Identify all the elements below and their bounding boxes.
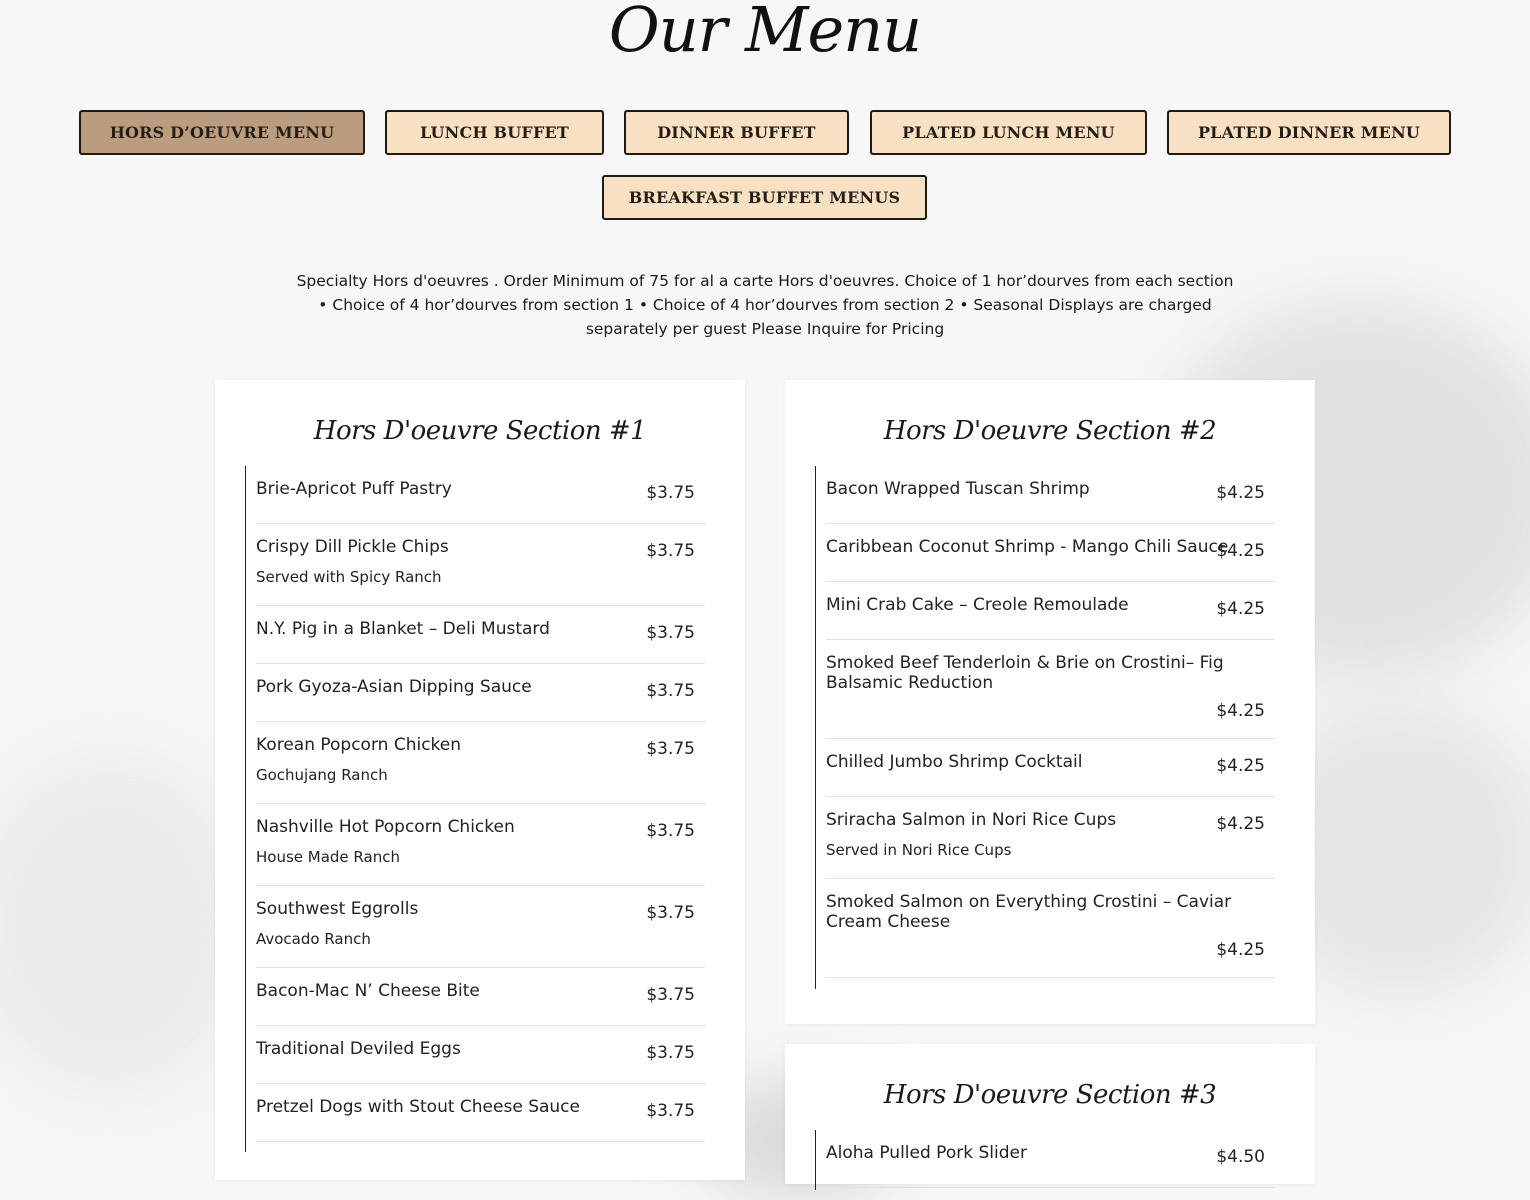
item-name: Sriracha Salmon in Nori Rice Cups: [826, 810, 1117, 830]
item-name: Pretzel Dogs with Stout Cheese Sauce: [256, 1097, 580, 1117]
menu-item: [256, 664, 705, 722]
item-price: $3.75: [646, 821, 695, 841]
item-name: Nashville Hot Popcorn Chicken: [256, 817, 515, 837]
menu-item: [826, 879, 1275, 978]
tab-dinner-buffet[interactable]: DINNER BUFFET: [624, 110, 849, 155]
menu-item: [826, 466, 1275, 524]
item-name: Aloha Pulled Pork Slider: [826, 1143, 1027, 1163]
item-name: Caribbean Coconut Shrimp - Mango Chili Sauce: [826, 537, 1229, 557]
menu-item: [256, 722, 705, 804]
item-name: Smoked Salmon on Everything Crostini – Caviar Cream Cheese: [826, 892, 1232, 932]
menu-item: [256, 606, 705, 664]
menu-item: [826, 640, 1275, 739]
item-price: $3.75: [646, 623, 695, 643]
item-price: $4.50: [1216, 1147, 1265, 1167]
item-name: N.Y. Pig in a Blanket – Deli Mustard: [256, 619, 550, 639]
tab-hors-doeuvre-menu[interactable]: HORS D’OEUVRE MENU: [79, 110, 365, 155]
item-price: $4.25: [1216, 541, 1265, 561]
item-price: $4.25: [1216, 940, 1265, 960]
intro-text: Specialty Hors d'oeuvres . Order Minimum of 75 for al a carte Hors d'oeuvres. Choice of 1 hor’dourves from each section • Choice of 4 hor’dourves from section 1 • Choice of 4 hor’dourves from section 2 • Seasonal Displays are charged separately per guest Please Inquire for Pricing: [296, 272, 1234, 338]
menu-item: [256, 1026, 705, 1084]
item-price: $4.25: [1216, 814, 1265, 834]
item-name: Brie-Apricot Puff Pastry: [256, 479, 452, 499]
item-name: Korean Popcorn Chicken: [256, 735, 462, 755]
menu-item: [826, 739, 1275, 797]
menu-item: [826, 1130, 1275, 1188]
item-description: House Made Ranch: [256, 848, 400, 866]
item-price: $4.25: [1216, 599, 1265, 619]
item-price: $3.75: [646, 1043, 695, 1063]
tab-plated-dinner-menu[interactable]: PLATED DINNER MENU: [1167, 110, 1451, 155]
section-card-1: [215, 380, 745, 1180]
item-name: Smoked Beef Tenderloin & Brie on Crostini– Fig Balsamic Reduction: [826, 653, 1224, 693]
menu-item: [256, 886, 705, 968]
item-name: Bacon Wrapped Tuscan Shrimp: [826, 479, 1090, 499]
menu-item: [826, 797, 1275, 879]
tab-plated-lunch-menu[interactable]: PLATED LUNCH MENU: [870, 110, 1147, 155]
item-name: Southwest Eggrolls: [256, 899, 419, 919]
item-description: Avocado Ranch: [256, 930, 371, 948]
section-card-3: [785, 1044, 1315, 1184]
menu-item: [256, 804, 705, 886]
item-description: Gochujang Ranch: [256, 766, 388, 784]
tab-lunch-buffet[interactable]: LUNCH BUFFET: [385, 110, 604, 155]
item-price: $4.25: [1216, 756, 1265, 776]
item-price: $3.75: [646, 739, 695, 759]
item-name: Traditional Deviled Eggs: [256, 1039, 461, 1059]
menu-item: [826, 524, 1275, 582]
item-description: Served in Nori Rice Cups: [826, 841, 1012, 859]
page-title: Our Menu: [608, 0, 922, 66]
item-name: Crispy Dill Pickle Chips: [256, 537, 449, 557]
item-price: $3.75: [646, 903, 695, 923]
section-title: Hors D'oeuvre Section #2: [883, 416, 1217, 446]
menu-item: [256, 1084, 705, 1142]
item-name: Chilled Jumbo Shrimp Cocktail: [826, 752, 1083, 772]
item-price: $3.75: [646, 681, 695, 701]
item-name: Bacon-Mac N’ Cheese Bite: [256, 981, 480, 1001]
item-list: [815, 1130, 1286, 1190]
item-price: $4.25: [1216, 701, 1265, 721]
menu-item: [256, 466, 705, 524]
item-price: $3.75: [646, 541, 695, 561]
item-list: [245, 466, 716, 1152]
section-card-2: [785, 380, 1315, 1024]
item-price: $3.75: [646, 1101, 695, 1121]
tab-breakfast-buffet-menus[interactable]: BREAKFAST BUFFET MENUS: [602, 175, 927, 220]
menu-item: [826, 582, 1275, 640]
item-description: Served with Spicy Ranch: [256, 568, 442, 586]
item-list: [815, 466, 1286, 989]
section-title: Hors D'oeuvre Section #3: [883, 1080, 1217, 1110]
item-name: Pork Gyoza-Asian Dipping Sauce: [256, 677, 532, 697]
item-price: $3.75: [646, 985, 695, 1005]
menu-item: [256, 968, 705, 1026]
item-price: $3.75: [646, 483, 695, 503]
section-title: Hors D'oeuvre Section #1: [313, 416, 647, 446]
item-name: Mini Crab Cake – Creole Remoulade: [826, 595, 1129, 615]
menu-item: [256, 524, 705, 606]
item-price: $4.25: [1216, 483, 1265, 503]
